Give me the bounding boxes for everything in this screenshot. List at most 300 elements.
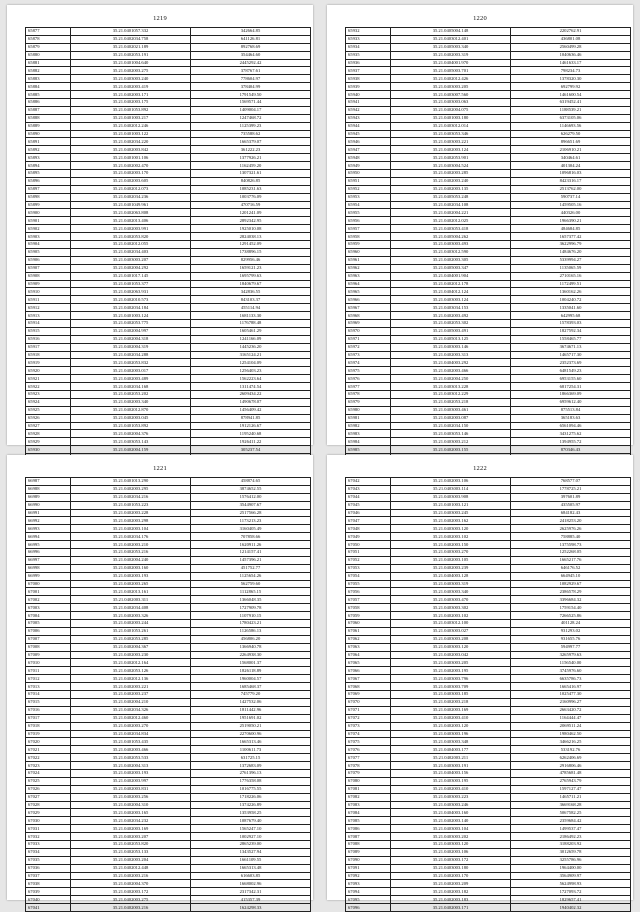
row-id-cell: 67034 (26, 848, 71, 856)
code-cell: 35.21.0402003.842 (71, 146, 191, 154)
value-cell: 6481549.23 (511, 367, 631, 375)
table-row (26, 351, 311, 359)
row-id-cell: 67056 (346, 588, 391, 596)
row-id-cell: 67086 (346, 825, 391, 833)
row-id-cell: 65964 (346, 280, 391, 288)
table-row (26, 762, 311, 770)
row-id-cell: 67070 (346, 698, 391, 706)
table-row (26, 785, 311, 793)
row-id-cell: 67076 (346, 746, 391, 754)
document-page (327, 455, 633, 910)
table-row (346, 288, 631, 296)
value-cell: 1624298.33 (191, 904, 311, 912)
value-cell: 1620911.26 (191, 541, 311, 549)
table-row (26, 478, 311, 486)
value-cell: 1100611.73 (191, 746, 311, 754)
value-cell: 401128.24 (511, 620, 631, 628)
table-row (26, 51, 311, 59)
value-cell: 6817254.31 (511, 383, 631, 391)
row-id-cell: 65937 (346, 67, 391, 75)
value-cell: 1668002.96 (191, 880, 311, 888)
value-cell: 1335041.60 (511, 304, 631, 312)
row-id-cell: 65907 (26, 264, 71, 272)
code-cell: 35.21.0401049.961 (71, 201, 191, 209)
row-id-cell: 65947 (346, 146, 391, 154)
value-cell: 707858.66 (191, 533, 311, 541)
code-cell: 35.21.0403003.493 (391, 241, 511, 249)
value-cell: 1291452.09 (191, 241, 311, 249)
table-row (26, 825, 311, 833)
row-id-cell: 65916 (26, 335, 71, 343)
value-cell: 1827592.34 (511, 327, 631, 335)
row-id-cell: 65969 (346, 319, 391, 327)
table-row (346, 785, 631, 793)
row-id-cell: 67051 (346, 549, 391, 557)
table-row (26, 170, 311, 178)
table-row (346, 754, 631, 762)
table-row (26, 106, 311, 114)
value-cell: 1156540.00 (511, 659, 631, 667)
row-id-cell: 67074 (346, 730, 391, 738)
value-cell: 1980462.50 (511, 730, 631, 738)
page-number: 1220 (473, 15, 487, 22)
code-cell: 35.21.0402003.410 (391, 785, 511, 793)
table-row (346, 375, 631, 383)
code-cell: 35.21.0402003.017 (71, 367, 191, 375)
value-cell: 2264938.30 (191, 651, 311, 659)
value-cell: 1366940.78 (191, 643, 311, 651)
table-row (26, 319, 311, 327)
table-row (26, 667, 311, 675)
code-cell: 35.21.0401053.223 (71, 501, 191, 509)
value-cell: 616603.85 (191, 872, 311, 880)
row-id-cell: 67069 (346, 691, 391, 699)
value-cell: 2824038.13 (191, 233, 311, 241)
row-id-cell: 67081 (346, 785, 391, 793)
table-row (346, 872, 631, 880)
code-cell: 35.21.0402034.758 (71, 35, 191, 43)
value-cell: 1125654.26 (191, 572, 311, 580)
table-row (26, 801, 311, 809)
code-cell: 35.21.0402013.161 (71, 588, 191, 596)
code-cell: 35.21.0401017.145 (71, 272, 191, 280)
table-row (346, 296, 631, 304)
row-id-cell: 67072 (346, 714, 391, 722)
value-cell: 1374226.89 (191, 801, 311, 809)
value-cell: 692799.92 (511, 83, 631, 91)
code-cell: 35.21.0402004.075 (391, 106, 511, 114)
row-id-cell: 67043 (346, 485, 391, 493)
value-cell: 684182.43 (511, 509, 631, 517)
code-cell: 35.21.0402003.165 (71, 809, 191, 817)
row-id-cell: 65952 (346, 185, 391, 193)
row-id-cell: 65902 (26, 225, 71, 233)
value-cell: 1307321.61 (191, 170, 311, 178)
code-cell: 35.21.0402003.305 (391, 256, 511, 264)
code-cell: 35.21.0403012.014 (391, 122, 511, 130)
table-row (26, 549, 311, 557)
table-row (26, 43, 311, 51)
value-cell: 1738896.15 (191, 248, 311, 256)
value-cell: 1826118.89 (191, 667, 311, 675)
value-cell: 1465711.21 (511, 793, 631, 801)
code-cell: 35.21.0402012.178 (391, 280, 511, 288)
table-row (26, 154, 311, 162)
table-row (346, 383, 631, 391)
code-cell: 35.21.0402004.997 (71, 327, 191, 335)
code-cell: 35.21.0401001.106 (71, 154, 191, 162)
table-row (346, 67, 631, 75)
table-row (26, 493, 311, 501)
value-cell: 840826.85 (191, 177, 311, 185)
value-cell: 3669168.28 (511, 801, 631, 809)
row-id-cell: 65904 (26, 241, 71, 249)
row-id-cell: 65897 (26, 185, 71, 193)
value-cell: 3874652.55 (191, 485, 311, 493)
row-id-cell: 67090 (346, 856, 391, 864)
code-cell: 35.21.0401004.640 (71, 59, 191, 67)
row-id-cell: 65877 (26, 28, 71, 36)
code-cell: 35.21.0403012.100 (391, 620, 511, 628)
code-cell: 35.21.0405003.347 (391, 264, 511, 272)
table-row (26, 833, 311, 841)
table-row (346, 241, 631, 249)
value-cell: 2386578.29 (511, 588, 631, 596)
table-row (26, 233, 311, 241)
row-id-cell: 67071 (346, 706, 391, 714)
code-cell: 35.21.0402053.901 (391, 154, 511, 162)
value-cell: 1964400.00 (511, 864, 631, 872)
row-id-cell: 67093 (346, 880, 391, 888)
row-id-cell: 67091 (346, 864, 391, 872)
value-cell: 594997.77 (511, 643, 631, 651)
code-cell: 35.21.0402003.239 (391, 564, 511, 572)
value-cell: 2625976.26 (511, 525, 631, 533)
table-row (26, 296, 311, 304)
table-row (26, 572, 311, 580)
code-cell: 35.21.0402003.042 (391, 651, 511, 659)
value-cell: 1107910.15 (191, 612, 311, 620)
code-cell: 35.21.0403003.270 (391, 549, 511, 557)
row-id-cell: 65975 (346, 367, 391, 375)
code-cell: 35.21.0402034.408 (71, 604, 191, 612)
table-row (346, 335, 631, 343)
table-row (346, 572, 631, 580)
value-cell: 1247468.72 (191, 114, 311, 122)
code-cell: 35.21.0402003.087 (391, 414, 511, 422)
row-id-cell: 65939 (346, 83, 391, 91)
row-id-cell: 65900 (26, 209, 71, 217)
value-cell: 1082929.67 (511, 580, 631, 588)
row-id-cell: 67035 (26, 856, 71, 864)
row-id-cell: 65953 (346, 193, 391, 201)
code-cell: 35.21.0402034.216 (71, 493, 191, 501)
code-cell: 35.21.0403034.153 (391, 304, 511, 312)
row-id-cell: 65933 (346, 35, 391, 43)
value-cell: 1040636.46 (511, 51, 631, 59)
code-cell: 35.21.0402003.605 (71, 177, 191, 185)
row-id-cell: 65922 (26, 383, 71, 391)
code-cell: 35.21.0402034.168 (71, 383, 191, 391)
table-row (346, 343, 631, 351)
code-cell: 35.21.0403053.143 (71, 438, 191, 446)
code-cell: 35.21.0402003.105 (391, 556, 511, 564)
table-row (26, 864, 311, 872)
row-id-cell: 67053 (346, 564, 391, 572)
code-cell: 35.21.0405004.262 (391, 233, 511, 241)
value-cell: 6561094.46 (511, 422, 631, 430)
table-row (26, 209, 311, 217)
code-cell: 35.21.0402003.160 (71, 564, 191, 572)
code-cell: 35.21.0402003.997 (71, 777, 191, 785)
row-id-cell: 67027 (26, 793, 71, 801)
value-cell: 1565247.10 (191, 825, 311, 833)
code-cell: 35.21.0403003.470 (391, 596, 511, 604)
table-row (346, 856, 631, 864)
row-id-cell: 65917 (26, 343, 71, 351)
value-cell: 436801.08 (511, 35, 631, 43)
table-row (26, 769, 311, 777)
row-id-cell: 65982 (346, 422, 391, 430)
row-id-cell: 67031 (26, 825, 71, 833)
value-cell: 1378320.30 (511, 75, 631, 83)
value-cell: 2069511.24 (511, 722, 631, 730)
row-id-cell: 65971 (346, 335, 391, 343)
row-id-cell: 65979 (346, 398, 391, 406)
value-cell: 931655.76 (511, 635, 631, 643)
value-cell: 562759.60 (191, 580, 311, 588)
row-id-cell: 67044 (346, 493, 391, 501)
row-id-cell: 67085 (346, 817, 391, 825)
table-row (26, 556, 311, 564)
row-id-cell: 65899 (26, 201, 71, 209)
value-cell: 2270600.96 (191, 730, 311, 738)
table-row (26, 438, 311, 446)
value-cell: 397601.89 (511, 493, 631, 501)
table-row (346, 612, 631, 620)
table-row (346, 438, 631, 446)
code-cell: 35.21.0404003.160 (391, 809, 511, 817)
table-row (346, 217, 631, 225)
table-row (26, 114, 311, 122)
value-cell: 4785681.48 (511, 769, 631, 777)
row-id-cell: 65923 (26, 390, 71, 398)
code-cell: 35.21.0401053.435 (71, 738, 191, 746)
code-cell: 35.21.0403003.908 (391, 493, 511, 501)
row-id-cell: 65983 (346, 430, 391, 438)
row-id-cell: 67004 (26, 612, 71, 620)
row-id-cell: 67008 (26, 643, 71, 651)
code-cell: 35.21.0402004.159 (71, 446, 191, 454)
code-cell: 35.21.0402003.275 (71, 896, 191, 904)
row-id-cell: 65926 (26, 414, 71, 422)
table-row (346, 170, 631, 178)
row-id-cell: 65954 (346, 201, 391, 209)
table-row (26, 430, 311, 438)
row-id-cell: 65881 (26, 59, 71, 67)
row-id-cell: 67036 (26, 864, 71, 872)
code-cell: 35.21.0401003.121 (391, 501, 511, 509)
code-cell: 35.21.0402003.170 (71, 170, 191, 178)
row-id-cell: 66989 (26, 493, 71, 501)
table-row (26, 367, 311, 375)
row-id-cell: 65927 (26, 422, 71, 430)
table-row (346, 809, 631, 817)
code-cell: 35.21.0402003.221 (71, 683, 191, 691)
row-id-cell: 66991 (26, 509, 71, 517)
code-cell: 35.21.0402003.492 (391, 312, 511, 320)
table-row (26, 517, 311, 525)
table-row (346, 620, 631, 628)
value-cell: 1718226.06 (191, 793, 311, 801)
row-id-cell: 65963 (346, 272, 391, 280)
code-cell: 35.21.0402012.448 (71, 864, 191, 872)
row-id-cell: 67000 (26, 580, 71, 588)
row-id-cell: 67017 (26, 714, 71, 722)
row-id-cell: 65946 (346, 138, 391, 146)
value-cell: 1866369.09 (511, 390, 631, 398)
row-id-cell: 67095 (346, 896, 391, 904)
value-cell: 1665217.76 (511, 556, 631, 564)
value-cell: 1343527.94 (191, 848, 311, 856)
row-id-cell: 67059 (346, 612, 391, 620)
page-number: 1221 (153, 465, 167, 472)
row-id-cell: 67075 (346, 738, 391, 746)
table-row (26, 130, 311, 138)
value-cell: 1241166.09 (191, 335, 311, 343)
value-cell: 1576412.00 (191, 493, 311, 501)
code-cell: 35.21.0403007.560 (391, 91, 511, 99)
value-cell: 1456409.42 (191, 406, 311, 414)
table-row (346, 414, 631, 422)
row-id-cell: 66997 (26, 556, 71, 564)
code-cell: 35.21.0401053.892 (71, 422, 191, 430)
code-cell: 35.21.0403003.063 (391, 99, 511, 107)
code-cell: 35.21.0403003.120 (391, 643, 511, 651)
value-cell: 3674671.13 (511, 343, 631, 351)
value-cell: 440326.00 (511, 209, 631, 217)
row-id-cell: 65885 (26, 91, 71, 99)
row-id-cell: 66992 (26, 517, 71, 525)
value-cell: 2517566.28 (191, 509, 311, 517)
table-row (26, 793, 311, 801)
code-cell: 35.21.0405013.125 (391, 335, 511, 343)
code-cell: 35.21.0402034.236 (71, 193, 191, 201)
value-cell: 1685468.37 (191, 683, 311, 691)
value-cell: 1776358.08 (191, 777, 311, 785)
row-id-cell: 67042 (346, 478, 391, 486)
table-row (26, 335, 311, 343)
row-id-cell: 66999 (26, 572, 71, 580)
code-cell: 35.21.0402003.831 (71, 785, 191, 793)
page-number: 1222 (473, 465, 487, 472)
code-cell: 35.21.0402003.419 (71, 83, 191, 91)
row-id-cell: 66995 (26, 541, 71, 549)
code-cell: 35.21.0402004.292 (71, 264, 191, 272)
value-cell: 2865239.00 (191, 840, 311, 848)
table-row (346, 256, 631, 264)
table-row (346, 122, 631, 130)
table-row (346, 714, 631, 722)
value-cell: 456806.20 (191, 635, 311, 643)
row-id-cell: 65944 (346, 122, 391, 130)
code-cell: 35.21.0403003.195 (391, 777, 511, 785)
value-cell: 3265979.63 (511, 651, 631, 659)
row-id-cell: 65945 (346, 130, 391, 138)
table-row (26, 122, 311, 130)
code-cell: 35.21.0402004.240 (71, 556, 191, 564)
table-row (346, 880, 631, 888)
value-cell: 3564909.97 (511, 872, 631, 880)
table-row (346, 604, 631, 612)
table-row (346, 762, 631, 770)
code-cell: 35.21.0402053.216 (71, 549, 191, 557)
value-cell: 1695799.63 (191, 272, 311, 280)
code-cell: 35.21.0402012.870 (71, 406, 191, 414)
table-row (346, 233, 631, 241)
row-id-cell: 65935 (346, 51, 391, 59)
row-id-cell: 67092 (346, 872, 391, 880)
value-cell: 3745976.60 (511, 667, 631, 675)
value-cell: 1003776.09 (191, 193, 311, 201)
value-cell: 6319452.41 (511, 99, 631, 107)
row-id-cell: 66998 (26, 564, 71, 572)
table-row (346, 698, 631, 706)
row-id-cell: 67005 (26, 620, 71, 628)
value-cell: 1457396.21 (191, 556, 311, 564)
code-cell: 35.21.0402034.220 (71, 138, 191, 146)
value-cell: 1665313.46 (191, 738, 311, 746)
row-id-cell: 67094 (346, 888, 391, 896)
value-cell: 3431275.62 (511, 430, 631, 438)
table-row (346, 888, 631, 896)
row-id-cell: 67050 (346, 541, 391, 549)
value-cell: 484684.85 (511, 225, 631, 233)
table-row (346, 683, 631, 691)
code-cell: 35.21.0402004.313 (71, 762, 191, 770)
code-cell: 35.21.0401003.122 (71, 130, 191, 138)
code-cell: 35.21.0402003.124 (391, 146, 511, 154)
code-cell: 35.21.0403053.418 (391, 225, 511, 233)
code-cell: 35.21.0402053.202 (71, 390, 191, 398)
value-cell: 1791549.50 (191, 91, 311, 99)
value-cell: 378767.61 (191, 67, 311, 75)
code-cell: 35.21.0402003.228 (71, 509, 191, 517)
table-row (346, 390, 631, 398)
row-id-cell: 67047 (346, 517, 391, 525)
table-row (346, 114, 631, 122)
row-id-cell: 65913 (26, 312, 71, 320)
table-row (346, 225, 631, 233)
row-id-cell: 65891 (26, 138, 71, 146)
code-cell: 35.21.0403003.223 (391, 793, 511, 801)
table-row (26, 706, 311, 714)
table-row (346, 185, 631, 193)
code-cell: 35.21.0401053.261 (71, 627, 191, 635)
value-cell: 829956.46 (191, 256, 311, 264)
row-id-cell: 67013 (26, 683, 71, 691)
code-cell: 35.21.0402021.189 (71, 43, 191, 51)
table-row (346, 817, 631, 825)
row-id-cell: 67011 (26, 667, 71, 675)
table-row (26, 683, 311, 691)
table-row (346, 738, 631, 746)
value-cell: 6953155.60 (511, 375, 631, 383)
code-cell: 35.21.0402003.489 (71, 375, 191, 383)
code-cell: 35.21.0402003.171 (71, 91, 191, 99)
row-id-cell: 67062 (346, 635, 391, 643)
row-id-cell: 65966 (346, 296, 391, 304)
